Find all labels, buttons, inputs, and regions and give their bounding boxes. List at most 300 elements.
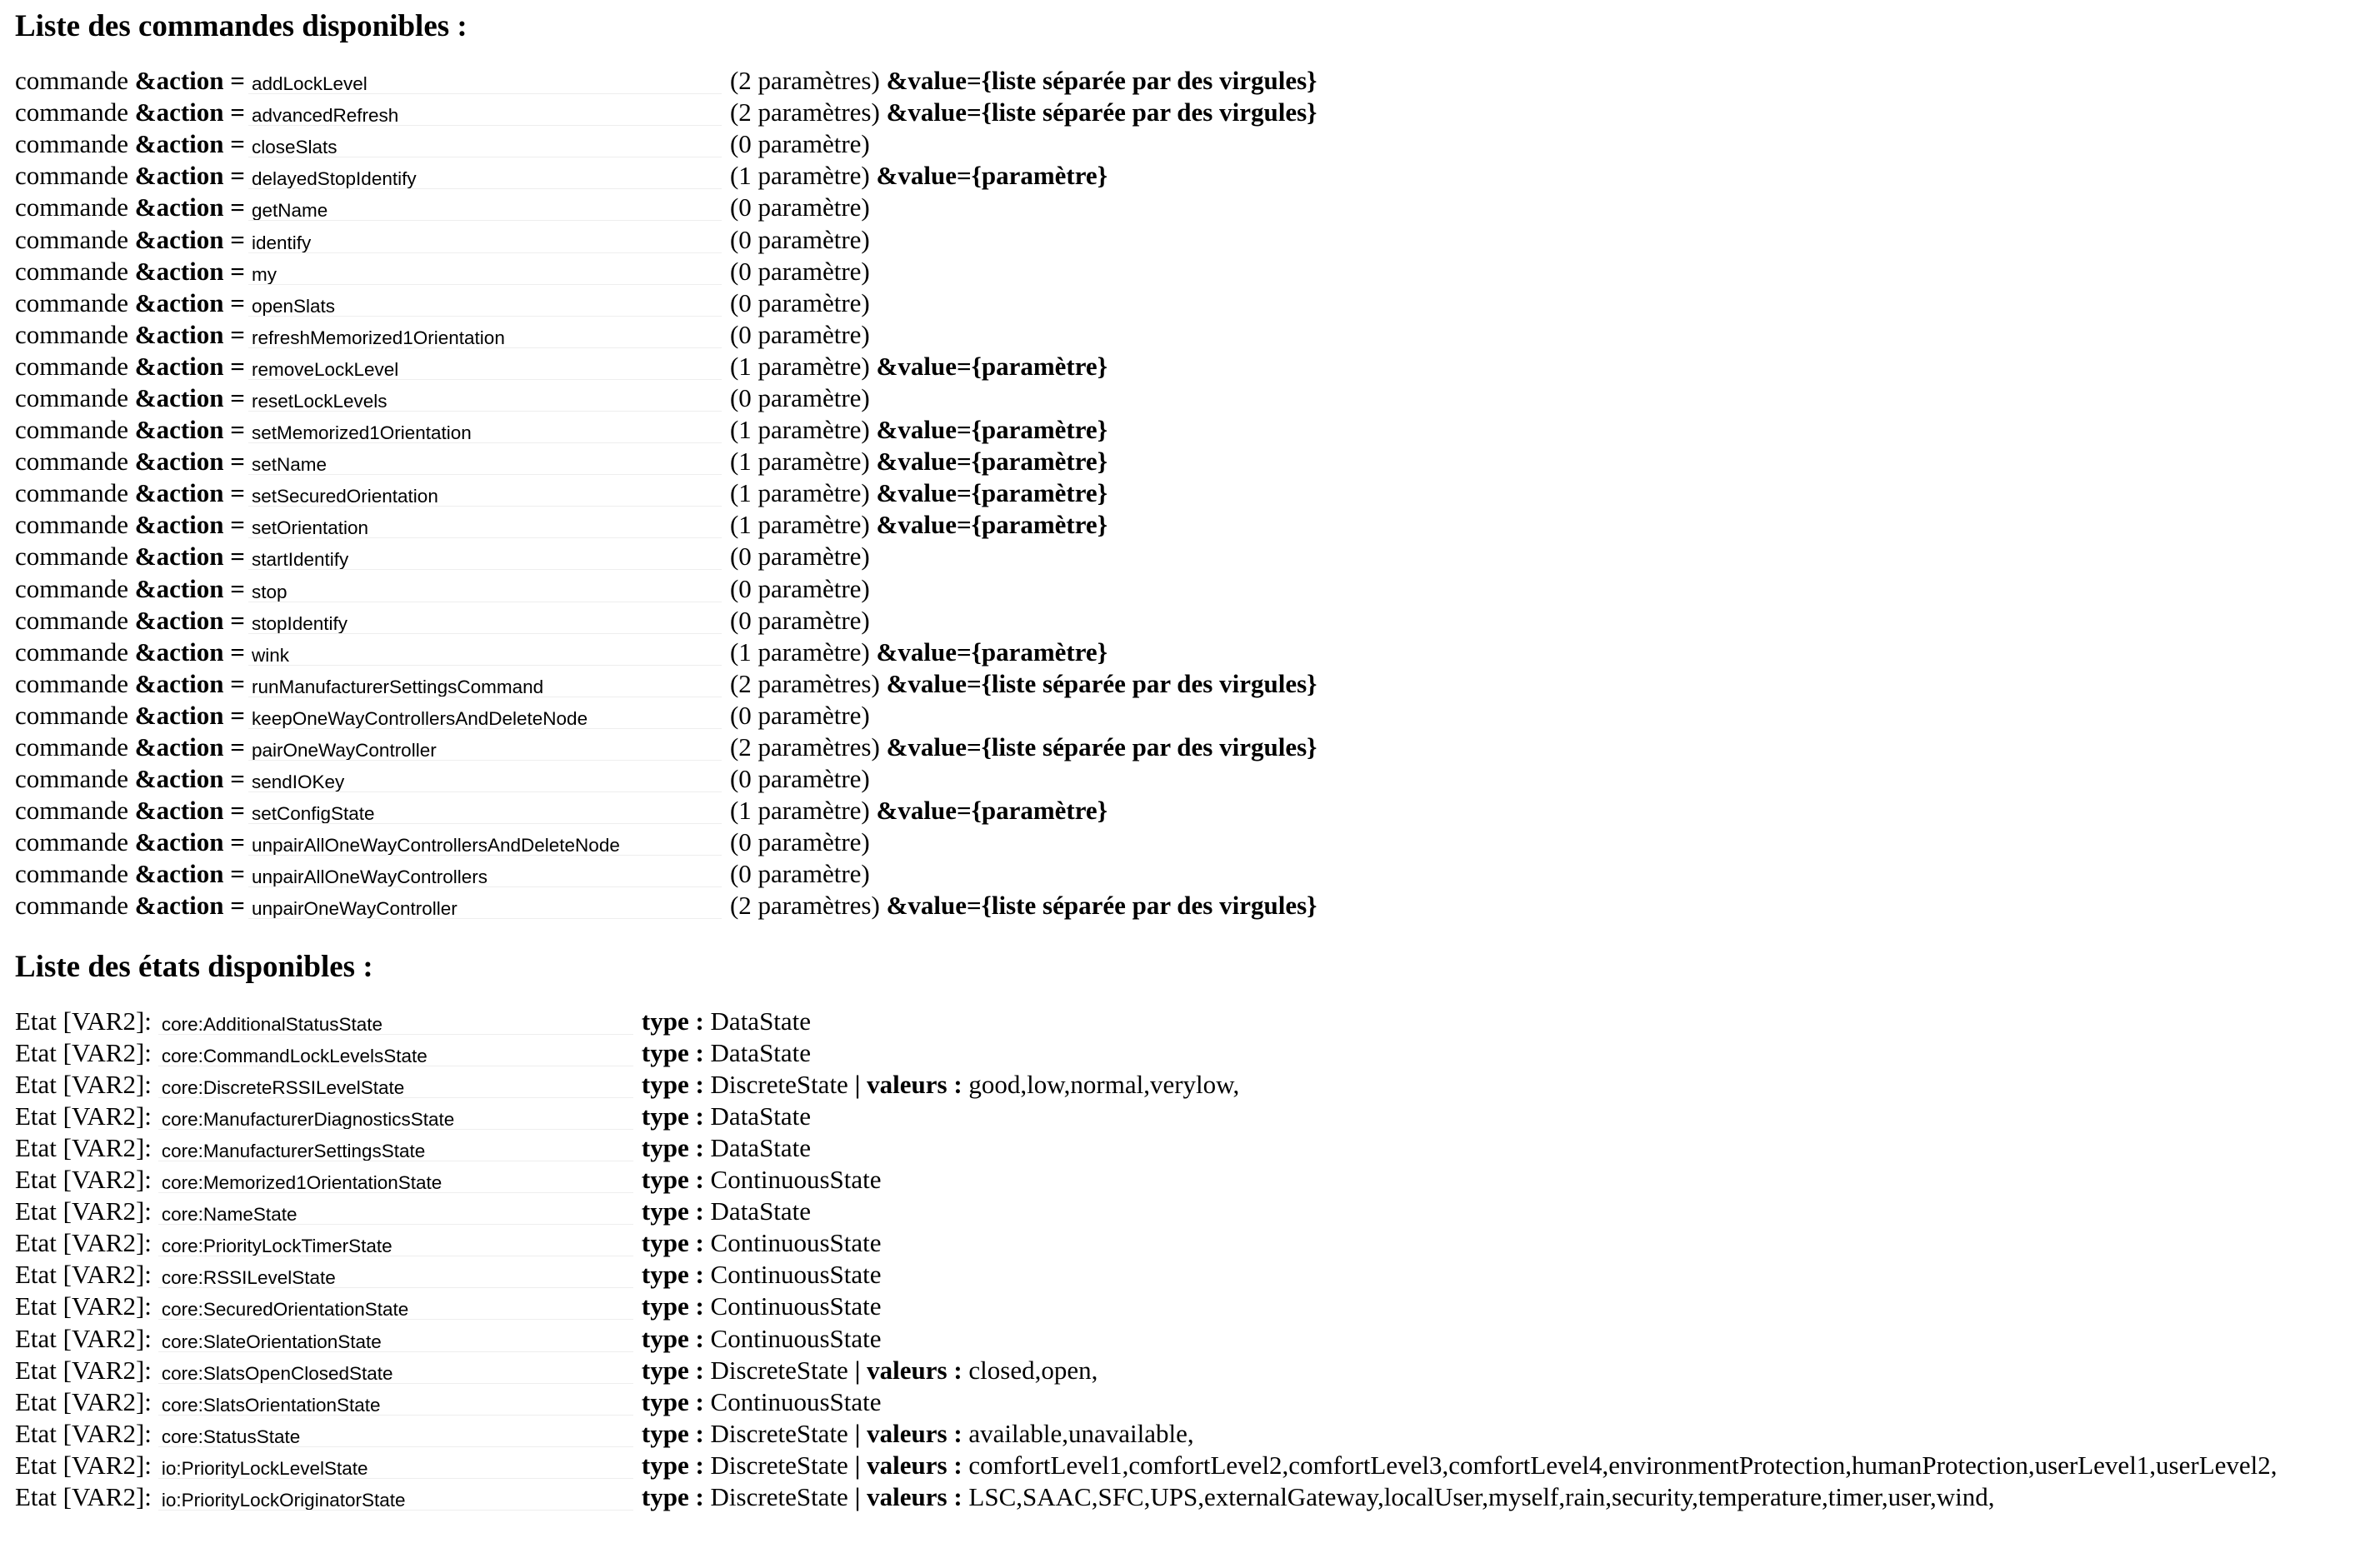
states-section-title: Liste des états disponibles : (15, 949, 373, 984)
command-action-keyword: &action = (134, 192, 245, 222)
state-prefix: Etat [VAR2]: (15, 1481, 152, 1511)
state-row (15, 1069, 2373, 1101)
command-value-hint: &value={liste séparée par des virgules} (886, 66, 1318, 96)
state-type-value: DiscreteState (710, 1355, 848, 1385)
command-params (730, 509, 1108, 541)
command-action-field[interactable]: runManufacturerSettingsCommand (248, 671, 722, 697)
command-prefix (15, 763, 245, 795)
command-param-count: (0 paramètre) (729, 764, 870, 794)
command-prefix-text: commande (15, 637, 129, 667)
state-row (15, 1132, 2373, 1164)
state-type-label: type : (641, 1418, 704, 1448)
command-param-count: (1 paramètre) (729, 447, 870, 477)
command-row (15, 414, 2373, 446)
command-action-field[interactable]: wink (248, 639, 722, 666)
state-separator: | (854, 1355, 861, 1385)
command-action-keyword: &action = (134, 827, 245, 857)
command-prefix-text: commande (15, 161, 129, 191)
command-row (15, 890, 2373, 921)
state-type-label: type : (641, 1291, 704, 1321)
command-row (15, 97, 2373, 128)
command-row (15, 319, 2373, 351)
state-prefix: Etat [VAR2]: (15, 1037, 152, 1067)
command-prefix-text: commande (15, 287, 129, 317)
command-row (15, 795, 2373, 826)
state-prefix: Etat [VAR2]: (15, 1165, 152, 1195)
state-type-value: DataState (710, 1006, 812, 1036)
state-name-field[interactable]: core:RSSILevelState (158, 1261, 633, 1288)
command-action-keyword: &action = (134, 478, 245, 508)
state-name-field[interactable]: core:DiscreteRSSILevelState (158, 1071, 633, 1098)
command-prefix-text: commande (15, 192, 129, 222)
state-type-label: type : (641, 1323, 704, 1353)
state-prefix: Etat [VAR2]: (15, 1101, 152, 1131)
command-action-field[interactable]: addLockLevel (248, 67, 722, 94)
state-name-field[interactable]: io:PriorityLockLevelState (158, 1452, 633, 1479)
state-info (642, 1164, 882, 1196)
command-row (15, 637, 2373, 668)
command-prefix (15, 858, 245, 890)
state-name-field[interactable]: core:ManufacturerSettingsState (158, 1135, 633, 1161)
command-action-field[interactable]: unpairAllOneWayControllersAndDeleteNode (248, 829, 722, 856)
command-action-keyword: &action = (134, 700, 245, 730)
command-prefix-text: commande (15, 319, 129, 349)
command-action-field[interactable]: pairOneWayController (248, 734, 722, 761)
command-prefix-text: commande (15, 573, 129, 603)
command-param-count: (0 paramètre) (729, 287, 870, 317)
commands-section-title: Liste des commandes disponibles : (15, 9, 468, 43)
state-type-value: ContinuousState (710, 1165, 882, 1195)
command-params (730, 541, 870, 572)
command-param-count: (0 paramètre) (729, 192, 870, 222)
command-param-count: (1 paramètre) (729, 796, 870, 826)
command-row (15, 128, 2373, 160)
command-value-hint: &value={paramètre} (876, 637, 1108, 667)
command-prefix (15, 287, 245, 319)
command-params (730, 319, 870, 351)
command-value-hint: &value={liste séparée par des virgules} (886, 891, 1318, 921)
command-params (730, 763, 870, 795)
state-type-label: type : (641, 1228, 704, 1258)
command-action-keyword: &action = (134, 605, 245, 635)
state-separator: | (854, 1418, 861, 1448)
command-row (15, 763, 2373, 795)
state-row (15, 1196, 2373, 1227)
state-type-label: type : (641, 1069, 704, 1099)
state-info (642, 1006, 811, 1037)
state-prefix: Etat [VAR2]: (15, 1132, 152, 1162)
state-row (15, 1037, 2373, 1069)
command-row (15, 477, 2373, 509)
state-values-label: valeurs : (867, 1069, 962, 1099)
command-action-keyword: &action = (134, 256, 245, 286)
command-param-count: (1 paramètre) (729, 161, 870, 191)
command-value-hint: &value={paramètre} (876, 415, 1108, 445)
command-prefix-text: commande (15, 764, 129, 794)
state-type-label: type : (641, 1165, 704, 1195)
command-param-count: (0 paramètre) (729, 319, 870, 349)
command-row (15, 700, 2373, 732)
command-prefix (15, 732, 245, 763)
command-row (15, 256, 2373, 287)
command-prefix (15, 224, 245, 256)
command-action-keyword: &action = (134, 764, 245, 794)
command-prefix-text: commande (15, 382, 129, 412)
command-prefix (15, 668, 245, 700)
state-type-value: ContinuousState (710, 1323, 882, 1353)
command-action-field[interactable]: resetLockLevels (248, 385, 722, 412)
state-type-label: type : (641, 1196, 704, 1226)
command-action-keyword: &action = (134, 129, 245, 159)
command-param-count: (2 paramètres) (729, 97, 880, 127)
command-value-hint: &value={paramètre} (876, 796, 1108, 826)
command-action-field[interactable]: identify (248, 227, 722, 253)
state-row (15, 1006, 2373, 1037)
command-prefix-text: commande (15, 542, 129, 572)
state-type-value: DataState (710, 1101, 812, 1131)
command-params (730, 287, 870, 319)
state-info (642, 1355, 1098, 1386)
command-prefix-text: commande (15, 351, 129, 381)
state-type-label: type : (641, 1450, 704, 1480)
state-type-value: DataState (710, 1196, 812, 1226)
state-values-label: valeurs : (867, 1418, 962, 1448)
command-action-keyword: &action = (134, 66, 245, 96)
command-prefix (15, 256, 245, 287)
command-prefix (15, 477, 245, 509)
state-type-label: type : (641, 1132, 704, 1162)
command-action-field[interactable]: setConfigState (248, 797, 722, 824)
command-action-keyword: &action = (134, 415, 245, 445)
command-value-hint: &value={paramètre} (876, 161, 1108, 191)
command-prefix-text: commande (15, 129, 129, 159)
command-row (15, 858, 2373, 890)
command-prefix (15, 351, 245, 382)
state-row (15, 1291, 2373, 1322)
state-name-field[interactable]: io:PriorityLockOriginatorState (158, 1484, 633, 1511)
command-row (15, 541, 2373, 572)
command-param-count: (1 paramètre) (729, 415, 870, 445)
command-action-field[interactable]: setName (248, 448, 722, 475)
command-action-keyword: &action = (134, 732, 245, 762)
state-type-value: DiscreteState (710, 1069, 848, 1099)
page (15, 0, 2373, 1513)
state-info (642, 1418, 1194, 1450)
state-info (642, 1291, 882, 1322)
state-info (642, 1132, 811, 1164)
command-action-field[interactable]: delayedStopIdentify (248, 162, 722, 189)
command-param-count: (0 paramètre) (729, 700, 870, 730)
state-type-label: type : (641, 1355, 704, 1385)
state-name-field[interactable]: core:Memorized1OrientationState (158, 1166, 633, 1193)
state-type-label: type : (641, 1260, 704, 1290)
state-type-label: type : (641, 1386, 704, 1416)
command-row (15, 287, 2373, 319)
command-params (730, 351, 1108, 382)
state-values-label: valeurs : (867, 1450, 962, 1480)
state-type-label: type : (641, 1037, 704, 1067)
command-action-keyword: &action = (134, 637, 245, 667)
command-param-count: (1 paramètre) (729, 637, 870, 667)
command-prefix-text: commande (15, 668, 129, 698)
command-prefix (15, 541, 245, 572)
command-action-field[interactable]: unpairOneWayController (248, 892, 722, 919)
state-prefix: Etat [VAR2]: (15, 1228, 152, 1258)
state-prefix: Etat [VAR2]: (15, 1386, 152, 1416)
command-row (15, 351, 2373, 382)
state-name-field[interactable]: core:PriorityLockTimerState (158, 1230, 633, 1256)
command-params (730, 732, 1317, 763)
state-row (15, 1322, 2373, 1354)
state-prefix: Etat [VAR2]: (15, 1260, 152, 1290)
command-action-keyword: &action = (134, 573, 245, 603)
state-info (642, 1196, 811, 1227)
state-values-label: valeurs : (867, 1355, 962, 1385)
state-row (15, 1450, 2373, 1481)
state-name-field[interactable]: core:SecuredOrientationState (158, 1293, 633, 1320)
command-prefix-text: commande (15, 66, 129, 96)
command-prefix-text: commande (15, 605, 129, 635)
command-action-field[interactable]: getName (248, 194, 722, 221)
command-param-count: (2 paramètres) (729, 891, 880, 921)
command-prefix (15, 509, 245, 541)
command-value-hint: &value={liste séparée par des virgules} (886, 668, 1318, 698)
state-separator: | (854, 1450, 861, 1480)
command-prefix-text: commande (15, 732, 129, 762)
command-row (15, 192, 2373, 223)
command-param-count: (0 paramètre) (729, 129, 870, 159)
state-values: good,low,normal,verylow, (968, 1069, 1240, 1099)
command-params (730, 477, 1108, 509)
command-action-field[interactable]: refreshMemorized1Orientation (248, 322, 722, 348)
command-params (730, 128, 870, 160)
command-prefix (15, 414, 245, 446)
commands-list (15, 65, 2373, 922)
state-prefix: Etat [VAR2]: (15, 1355, 152, 1385)
command-prefix (15, 319, 245, 351)
state-prefix: Etat [VAR2]: (15, 1006, 152, 1036)
state-type-value: ContinuousState (710, 1291, 882, 1321)
state-row (15, 1164, 2373, 1196)
state-info (642, 1323, 882, 1355)
command-prefix (15, 795, 245, 826)
state-type-value: DiscreteState (710, 1481, 848, 1511)
command-action-keyword: &action = (134, 859, 245, 889)
state-row (15, 1481, 2373, 1513)
command-action-keyword: &action = (134, 319, 245, 349)
command-param-count: (0 paramètre) (729, 256, 870, 286)
state-info (642, 1101, 811, 1132)
command-prefix-text: commande (15, 224, 129, 254)
command-param-count: (0 paramètre) (729, 827, 870, 857)
command-params (730, 256, 870, 287)
command-params (730, 795, 1108, 826)
command-action-keyword: &action = (134, 447, 245, 477)
command-param-count: (2 paramètres) (729, 66, 880, 96)
command-prefix (15, 65, 245, 97)
command-param-count: (1 paramètre) (729, 478, 870, 508)
command-action-field[interactable]: setMemorized1Orientation (248, 417, 722, 443)
command-prefix (15, 826, 245, 858)
command-value-hint: &value={liste séparée par des virgules} (886, 97, 1318, 127)
command-prefix (15, 890, 245, 921)
command-action-keyword: &action = (134, 891, 245, 921)
state-values: available,unavailable, (968, 1418, 1194, 1448)
state-info (642, 1450, 2278, 1481)
state-type-value: ContinuousState (710, 1228, 882, 1258)
command-params (730, 858, 870, 890)
command-param-count: (1 paramètre) (729, 351, 870, 381)
state-type-label: type : (641, 1006, 704, 1036)
command-prefix-text: commande (15, 256, 129, 286)
command-prefix-text: commande (15, 97, 129, 127)
command-action-keyword: &action = (134, 382, 245, 412)
state-name-field[interactable]: core:CommandLockLevelsState (158, 1040, 633, 1066)
state-row (15, 1259, 2373, 1291)
state-prefix: Etat [VAR2]: (15, 1418, 152, 1448)
command-action-field[interactable]: my (248, 258, 722, 285)
state-row (15, 1227, 2373, 1259)
command-prefix (15, 160, 245, 192)
command-action-field[interactable]: removeLockLevel (248, 353, 722, 380)
state-type-value: DiscreteState (710, 1450, 848, 1480)
command-value-hint: &value={liste séparée par des virgules} (886, 732, 1318, 762)
state-prefix: Etat [VAR2]: (15, 1450, 152, 1480)
state-name-field[interactable]: core:SlateOrientationState (158, 1326, 633, 1352)
command-param-count: (0 paramètre) (729, 542, 870, 572)
command-prefix (15, 605, 245, 637)
command-prefix (15, 97, 245, 128)
command-params (730, 65, 1317, 97)
state-type-value: DataState (710, 1037, 812, 1067)
command-value-hint: &value={paramètre} (876, 510, 1108, 540)
command-prefix (15, 192, 245, 223)
command-params (730, 700, 870, 732)
state-info (642, 1037, 811, 1069)
command-prefix-text: commande (15, 700, 129, 730)
command-params (730, 382, 870, 414)
states-list (15, 1006, 2373, 1514)
command-row (15, 573, 2373, 605)
command-row (15, 732, 2373, 763)
command-params (730, 890, 1317, 921)
command-action-field[interactable]: stopIdentify (248, 607, 722, 634)
command-prefix-text: commande (15, 796, 129, 826)
state-name-field[interactable]: core:SlatsOpenClosedState (158, 1357, 633, 1384)
state-row (15, 1386, 2373, 1418)
command-action-keyword: &action = (134, 287, 245, 317)
command-param-count: (0 paramètre) (729, 224, 870, 254)
state-name-field[interactable]: core:StatusState (158, 1421, 633, 1447)
state-info (642, 1227, 882, 1259)
command-prefix (15, 128, 245, 160)
command-params (730, 224, 870, 256)
state-values-label: valeurs : (867, 1481, 962, 1511)
state-type-value: DiscreteState (710, 1418, 848, 1448)
command-prefix-text: commande (15, 415, 129, 445)
command-action-field[interactable]: openSlats (248, 290, 722, 317)
command-row (15, 223, 2373, 255)
command-action-field[interactable]: closeSlats (248, 131, 722, 157)
command-row (15, 605, 2373, 637)
command-param-count: (2 paramètres) (729, 732, 880, 762)
command-prefix (15, 446, 245, 477)
state-values: LSC,SAAC,SFC,UPS,externalGateway,localUser,myself,rain,security,temperature,timer,user,wind, (968, 1481, 1995, 1511)
state-name-field[interactable]: core:NameState (158, 1198, 633, 1225)
command-prefix-text: commande (15, 859, 129, 889)
command-action-keyword: &action = (134, 510, 245, 540)
command-value-hint: &value={paramètre} (876, 478, 1108, 508)
state-prefix: Etat [VAR2]: (15, 1196, 152, 1226)
command-action-field[interactable]: stop (248, 576, 722, 602)
state-type-label: type : (641, 1101, 704, 1131)
state-separator: | (854, 1481, 861, 1511)
command-params (730, 668, 1317, 700)
command-param-count: (1 paramètre) (729, 510, 870, 540)
command-action-field[interactable]: startIdentify (248, 543, 722, 570)
state-values: closed,open, (968, 1355, 1098, 1385)
command-row (15, 382, 2373, 414)
command-value-hint: &value={paramètre} (876, 447, 1108, 477)
state-info (642, 1069, 1239, 1101)
command-action-keyword: &action = (134, 97, 245, 127)
command-params (730, 637, 1108, 668)
state-info (642, 1259, 882, 1291)
command-action-keyword: &action = (134, 668, 245, 698)
state-name-field[interactable]: core:SlatsOrientationState (158, 1389, 633, 1416)
command-action-field[interactable]: keepOneWayControllersAndDeleteNode (248, 702, 722, 729)
command-params (730, 160, 1108, 192)
state-name-field[interactable]: core:AdditionalStatusState (158, 1008, 633, 1035)
command-prefix-text: commande (15, 891, 129, 921)
command-row (15, 826, 2373, 858)
command-action-keyword: &action = (134, 351, 245, 381)
state-row (15, 1101, 2373, 1132)
command-row (15, 446, 2373, 477)
command-action-field[interactable]: setSecuredOrientation (248, 480, 722, 507)
command-action-field[interactable]: setOrientation (248, 512, 722, 538)
command-row (15, 160, 2373, 192)
command-param-count: (0 paramètre) (729, 605, 870, 635)
command-row (15, 509, 2373, 541)
command-action-field[interactable]: advancedRefresh (248, 99, 722, 126)
command-value-hint: &value={paramètre} (876, 351, 1108, 381)
command-params (730, 446, 1108, 477)
state-type-label: type : (641, 1481, 704, 1511)
command-prefix (15, 700, 245, 732)
command-row (15, 65, 2373, 97)
state-name-field[interactable]: core:ManufacturerDiagnosticsState (158, 1103, 633, 1130)
command-prefix-text: commande (15, 827, 129, 857)
command-action-keyword: &action = (134, 224, 245, 254)
state-row (15, 1418, 2373, 1450)
command-action-field[interactable]: unpairAllOneWayControllers (248, 861, 722, 887)
command-prefix (15, 637, 245, 668)
command-action-keyword: &action = (134, 542, 245, 572)
command-params (730, 573, 870, 605)
command-action-field[interactable]: sendIOKey (248, 766, 722, 792)
command-row (15, 668, 2373, 700)
command-param-count: (0 paramètre) (729, 573, 870, 603)
command-prefix-text: commande (15, 447, 129, 477)
state-type-value: ContinuousState (710, 1260, 882, 1290)
state-values: comfortLevel1,comfortLevel2,comfortLevel3,comfortLevel4,environmentProtection,humanProtection,userLevel1,userLevel2, (968, 1450, 2278, 1480)
state-type-value: ContinuousState (710, 1386, 882, 1416)
state-prefix: Etat [VAR2]: (15, 1291, 152, 1321)
state-info (642, 1386, 882, 1418)
command-params (730, 414, 1108, 446)
command-params (730, 605, 870, 637)
